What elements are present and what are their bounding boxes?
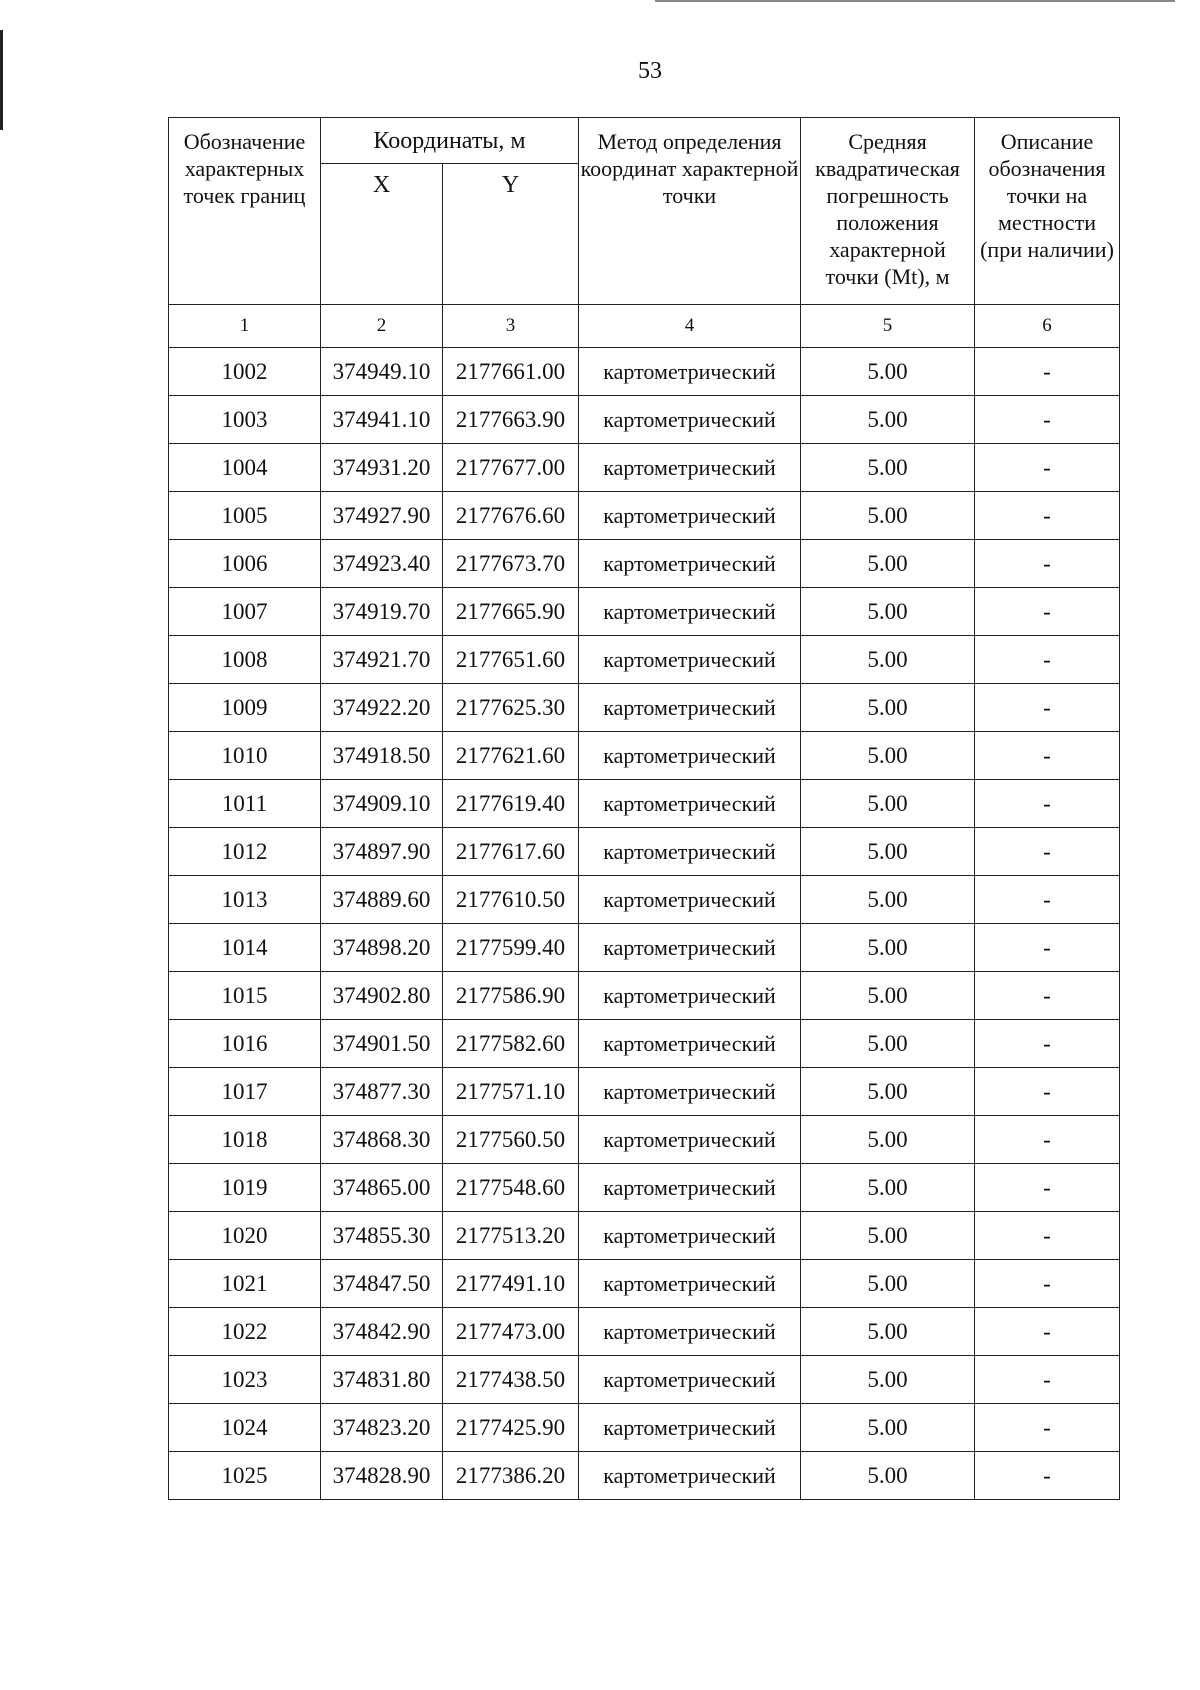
description-cell: - <box>975 972 1120 1020</box>
point-id-cell: 1021 <box>169 1260 321 1308</box>
error-cell: 5.00 <box>801 780 975 828</box>
description-cell: - <box>975 732 1120 780</box>
error-cell: 5.00 <box>801 1116 975 1164</box>
point-id-cell: 1025 <box>169 1452 321 1500</box>
x-coordinate-cell: 374855.30 <box>321 1212 443 1260</box>
point-id-cell: 1005 <box>169 492 321 540</box>
method-cell: картометрический <box>579 1164 801 1212</box>
description-cell: - <box>975 876 1120 924</box>
method-cell: картометрический <box>579 1212 801 1260</box>
x-coordinate-cell: 374909.10 <box>321 780 443 828</box>
table-row <box>169 1164 1120 1212</box>
error-cell: 5.00 <box>801 1212 975 1260</box>
description-cell: - <box>975 1020 1120 1068</box>
description-cell: - <box>975 1116 1120 1164</box>
y-coordinate-cell: 2177548.60 <box>443 1164 579 1212</box>
description-cell: - <box>975 444 1120 492</box>
x-coordinate-cell: 374923.40 <box>321 540 443 588</box>
table-row <box>169 684 1120 732</box>
point-id-cell: 1002 <box>169 348 321 396</box>
point-id-cell: 1023 <box>169 1356 321 1404</box>
point-id-cell: 1007 <box>169 588 321 636</box>
method-cell: картометрический <box>579 876 801 924</box>
x-coordinate-cell: 374842.90 <box>321 1308 443 1356</box>
point-id-cell: 1004 <box>169 444 321 492</box>
description-cell: - <box>975 1068 1120 1116</box>
point-id-cell: 1003 <box>169 396 321 444</box>
error-cell: 5.00 <box>801 1356 975 1404</box>
description-cell: - <box>975 1452 1120 1500</box>
error-cell: 5.00 <box>801 1404 975 1452</box>
y-coordinate-cell: 2177582.60 <box>443 1020 579 1068</box>
description-cell: - <box>975 1164 1120 1212</box>
method-cell: картометрический <box>579 780 801 828</box>
column-number-row <box>169 305 1120 348</box>
error-cell: 5.00 <box>801 348 975 396</box>
point-id-cell: 1024 <box>169 1404 321 1452</box>
column-number: 3 <box>443 305 579 348</box>
y-coordinate-cell: 2177571.10 <box>443 1068 579 1116</box>
description-cell: - <box>975 636 1120 684</box>
table-row <box>169 1212 1120 1260</box>
description-cell: - <box>975 1212 1120 1260</box>
point-id-cell: 1020 <box>169 1212 321 1260</box>
description-cell: - <box>975 924 1120 972</box>
error-cell: 5.00 <box>801 732 975 780</box>
header-coordinates: Координаты, м <box>321 118 579 164</box>
x-coordinate-cell: 374918.50 <box>321 732 443 780</box>
x-coordinate-cell: 374831.80 <box>321 1356 443 1404</box>
error-cell: 5.00 <box>801 396 975 444</box>
table-row <box>169 780 1120 828</box>
description-cell: - <box>975 684 1120 732</box>
table-row <box>169 1068 1120 1116</box>
x-coordinate-cell: 374921.70 <box>321 636 443 684</box>
point-id-cell: 1016 <box>169 1020 321 1068</box>
table-row <box>169 1404 1120 1452</box>
point-id-cell: 1019 <box>169 1164 321 1212</box>
y-coordinate-cell: 2177651.60 <box>443 636 579 684</box>
x-coordinate-cell: 374889.60 <box>321 876 443 924</box>
x-coordinate-cell: 374902.80 <box>321 972 443 1020</box>
error-cell: 5.00 <box>801 876 975 924</box>
y-coordinate-cell: 2177513.20 <box>443 1212 579 1260</box>
y-coordinate-cell: 2177625.30 <box>443 684 579 732</box>
description-cell: - <box>975 1260 1120 1308</box>
point-id-cell: 1013 <box>169 876 321 924</box>
method-cell: картометрический <box>579 492 801 540</box>
description-cell: - <box>975 1404 1120 1452</box>
method-cell: картометрический <box>579 1260 801 1308</box>
y-coordinate-cell: 2177673.70 <box>443 540 579 588</box>
y-coordinate-cell: 2177599.40 <box>443 924 579 972</box>
description-cell: - <box>975 1356 1120 1404</box>
y-coordinate-cell: 2177473.00 <box>443 1308 579 1356</box>
point-id-cell: 1010 <box>169 732 321 780</box>
header-error: Средняя квадратическая погрешность положения характерной точки (Mt), м <box>801 118 975 305</box>
error-cell: 5.00 <box>801 1260 975 1308</box>
y-coordinate-cell: 2177610.50 <box>443 876 579 924</box>
header-y: Y <box>443 164 579 305</box>
x-coordinate-cell: 374922.20 <box>321 684 443 732</box>
x-coordinate-cell: 374828.90 <box>321 1452 443 1500</box>
column-number: 1 <box>169 305 321 348</box>
method-cell: картометрический <box>579 828 801 876</box>
table-row <box>169 1356 1120 1404</box>
x-coordinate-cell: 374927.90 <box>321 492 443 540</box>
point-id-cell: 1017 <box>169 1068 321 1116</box>
x-coordinate-cell: 374941.10 <box>321 396 443 444</box>
header-row <box>169 118 1120 164</box>
point-id-cell: 1012 <box>169 828 321 876</box>
method-cell: картометрический <box>579 972 801 1020</box>
table-row <box>169 588 1120 636</box>
error-cell: 5.00 <box>801 1020 975 1068</box>
error-cell: 5.00 <box>801 444 975 492</box>
x-coordinate-cell: 374877.30 <box>321 1068 443 1116</box>
table-row <box>169 396 1120 444</box>
method-cell: картометрический <box>579 1452 801 1500</box>
column-number: 4 <box>579 305 801 348</box>
method-cell: картометрический <box>579 1068 801 1116</box>
table-row <box>169 1308 1120 1356</box>
y-coordinate-cell: 2177663.90 <box>443 396 579 444</box>
x-coordinate-cell: 374949.10 <box>321 348 443 396</box>
table-row <box>169 732 1120 780</box>
description-cell: - <box>975 396 1120 444</box>
table-row <box>169 540 1120 588</box>
header-designation: Обозначение характерных точек границ <box>169 118 321 305</box>
boundary-points-table <box>168 117 1120 1500</box>
method-cell: картометрический <box>579 1020 801 1068</box>
method-cell: картометрический <box>579 540 801 588</box>
method-cell: картометрический <box>579 732 801 780</box>
description-cell: - <box>975 588 1120 636</box>
y-coordinate-cell: 2177677.00 <box>443 444 579 492</box>
method-cell: картометрический <box>579 444 801 492</box>
header-description: Описание обозначения точки на местности (при наличии) <box>975 118 1120 305</box>
error-cell: 5.00 <box>801 828 975 876</box>
header-method: Метод определения координат характерной точки <box>579 118 801 305</box>
y-coordinate-cell: 2177425.90 <box>443 1404 579 1452</box>
error-cell: 5.00 <box>801 588 975 636</box>
y-coordinate-cell: 2177386.20 <box>443 1452 579 1500</box>
description-cell: - <box>975 348 1120 396</box>
error-cell: 5.00 <box>801 1452 975 1500</box>
error-cell: 5.00 <box>801 540 975 588</box>
page-number: 53 <box>638 58 662 84</box>
method-cell: картометрический <box>579 1404 801 1452</box>
x-coordinate-cell: 374897.90 <box>321 828 443 876</box>
error-cell: 5.00 <box>801 492 975 540</box>
description-cell: - <box>975 492 1120 540</box>
point-id-cell: 1014 <box>169 924 321 972</box>
y-coordinate-cell: 2177619.40 <box>443 780 579 828</box>
table-row <box>169 972 1120 1020</box>
point-id-cell: 1018 <box>169 1116 321 1164</box>
x-coordinate-cell: 374919.70 <box>321 588 443 636</box>
error-cell: 5.00 <box>801 684 975 732</box>
table-row <box>169 1020 1120 1068</box>
error-cell: 5.00 <box>801 972 975 1020</box>
method-cell: картометрический <box>579 1356 801 1404</box>
y-coordinate-cell: 2177665.90 <box>443 588 579 636</box>
column-number: 5 <box>801 305 975 348</box>
error-cell: 5.00 <box>801 636 975 684</box>
x-coordinate-cell: 374931.20 <box>321 444 443 492</box>
error-cell: 5.00 <box>801 924 975 972</box>
y-coordinate-cell: 2177661.00 <box>443 348 579 396</box>
point-id-cell: 1022 <box>169 1308 321 1356</box>
table-row <box>169 348 1120 396</box>
table-row <box>169 1116 1120 1164</box>
error-cell: 5.00 <box>801 1164 975 1212</box>
table-row <box>169 924 1120 972</box>
x-coordinate-cell: 374847.50 <box>321 1260 443 1308</box>
method-cell: картометрический <box>579 636 801 684</box>
description-cell: - <box>975 540 1120 588</box>
description-cell: - <box>975 1308 1120 1356</box>
table-row <box>169 492 1120 540</box>
point-id-cell: 1009 <box>169 684 321 732</box>
table-row <box>169 876 1120 924</box>
table-row <box>169 1452 1120 1500</box>
y-coordinate-cell: 2177491.10 <box>443 1260 579 1308</box>
y-coordinate-cell: 2177617.60 <box>443 828 579 876</box>
x-coordinate-cell: 374823.20 <box>321 1404 443 1452</box>
table-row <box>169 444 1120 492</box>
column-number: 6 <box>975 305 1120 348</box>
scan-top-line <box>655 0 1175 2</box>
table-body <box>169 348 1120 1500</box>
header-x: X <box>321 164 443 305</box>
table-row <box>169 636 1120 684</box>
point-id-cell: 1006 <box>169 540 321 588</box>
method-cell: картометрический <box>579 684 801 732</box>
x-coordinate-cell: 374901.50 <box>321 1020 443 1068</box>
y-coordinate-cell: 2177438.50 <box>443 1356 579 1404</box>
x-coordinate-cell: 374865.00 <box>321 1164 443 1212</box>
error-cell: 5.00 <box>801 1308 975 1356</box>
table-row <box>169 1260 1120 1308</box>
y-coordinate-cell: 2177621.60 <box>443 732 579 780</box>
point-id-cell: 1015 <box>169 972 321 1020</box>
description-cell: - <box>975 828 1120 876</box>
method-cell: картометрический <box>579 924 801 972</box>
x-coordinate-cell: 374868.30 <box>321 1116 443 1164</box>
method-cell: картометрический <box>579 348 801 396</box>
method-cell: картометрический <box>579 1308 801 1356</box>
description-cell: - <box>975 780 1120 828</box>
point-id-cell: 1011 <box>169 780 321 828</box>
error-cell: 5.00 <box>801 1068 975 1116</box>
x-coordinate-cell: 374898.20 <box>321 924 443 972</box>
method-cell: картометрический <box>579 588 801 636</box>
method-cell: картометрический <box>579 396 801 444</box>
y-coordinate-cell: 2177586.90 <box>443 972 579 1020</box>
y-coordinate-cell: 2177676.60 <box>443 492 579 540</box>
method-cell: картометрический <box>579 1116 801 1164</box>
table-row <box>169 828 1120 876</box>
point-id-cell: 1008 <box>169 636 321 684</box>
y-coordinate-cell: 2177560.50 <box>443 1116 579 1164</box>
column-number: 2 <box>321 305 443 348</box>
